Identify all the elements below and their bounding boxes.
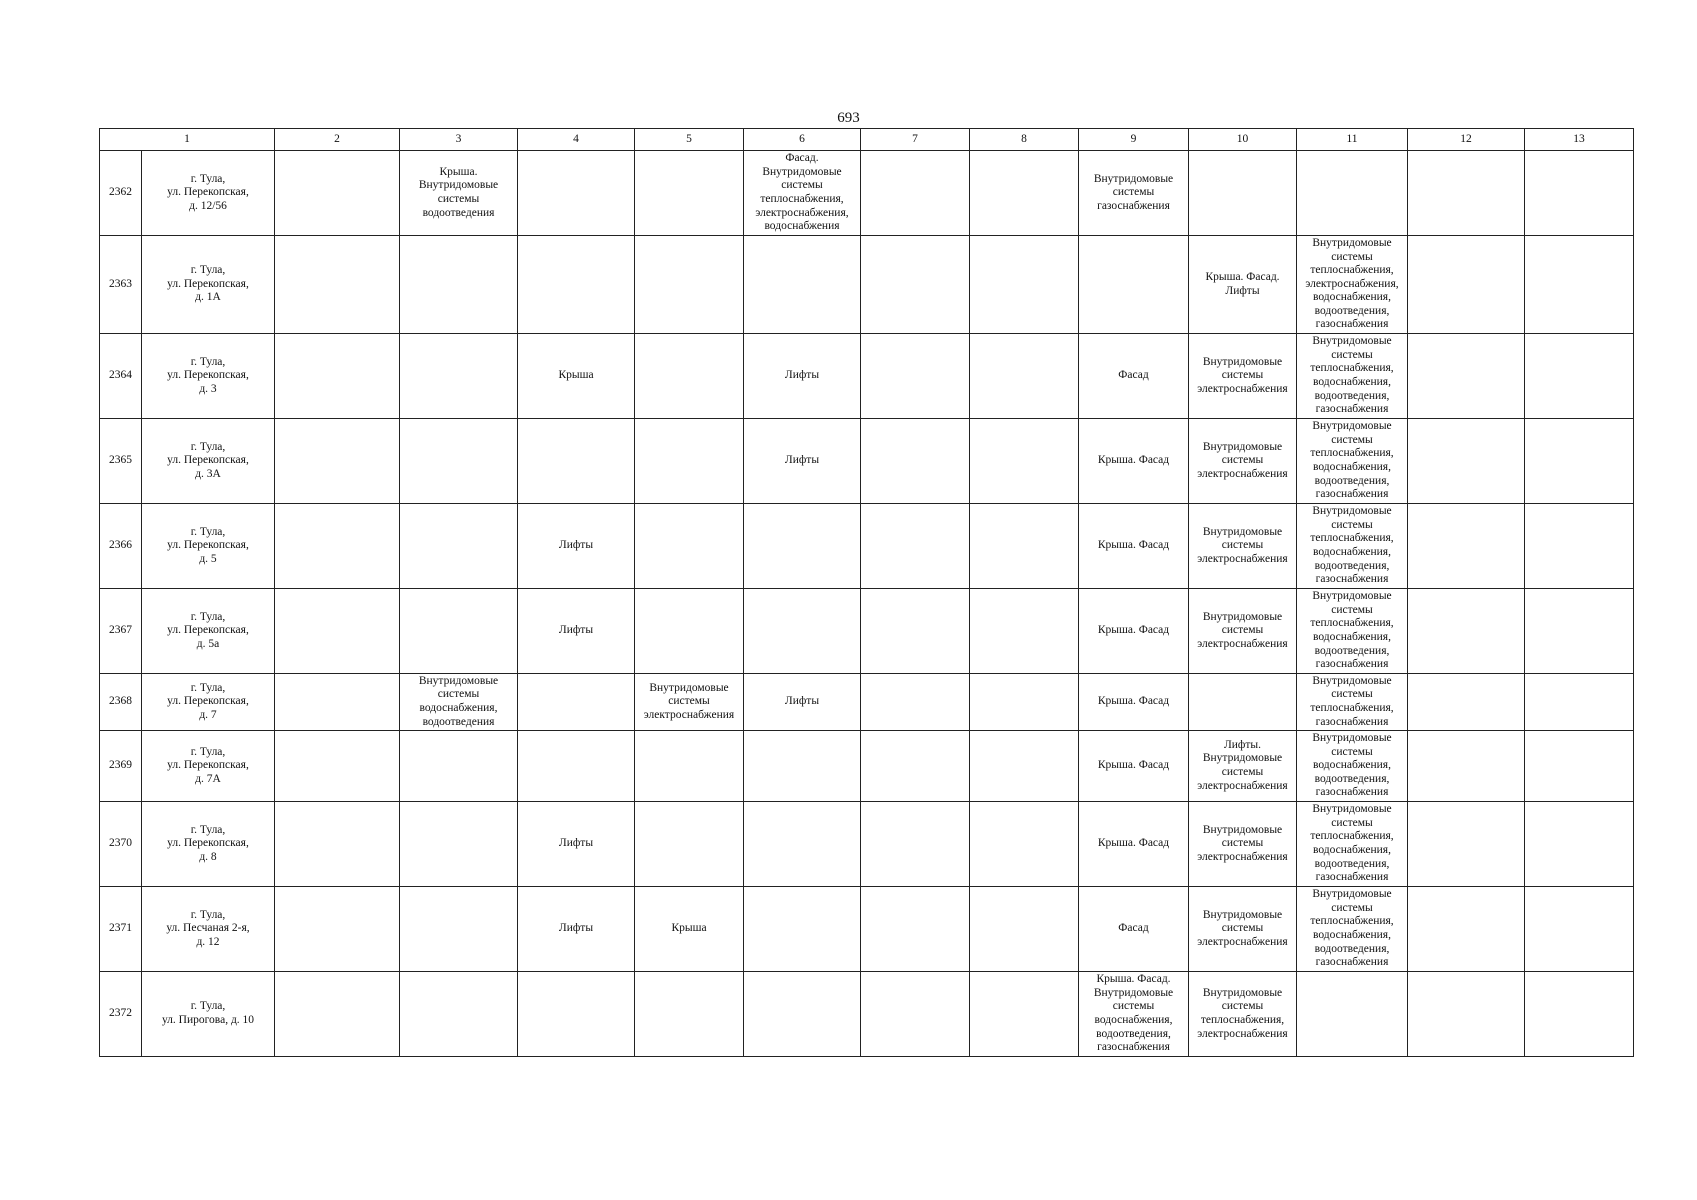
address-cell: г. Тула, ул. Перекопская, д. 3 bbox=[142, 334, 275, 419]
table-row bbox=[100, 887, 1634, 972]
work-cell-col-9: Крыша. Фасад bbox=[1079, 802, 1189, 887]
work-cell-col-6 bbox=[744, 972, 861, 1057]
column-number-header: 11 bbox=[1297, 129, 1408, 151]
work-cell-col-3 bbox=[400, 731, 518, 802]
work-cell-col-7 bbox=[861, 674, 970, 731]
work-cell-col-6 bbox=[744, 802, 861, 887]
work-cell-col-12 bbox=[1408, 504, 1525, 589]
work-cell-col-2 bbox=[275, 972, 400, 1057]
work-cell-col-2 bbox=[275, 887, 400, 972]
work-cell-col-9: Крыша. Фасад bbox=[1079, 674, 1189, 731]
column-number-header: 12 bbox=[1408, 129, 1525, 151]
row-number: 2362 bbox=[100, 151, 142, 236]
work-cell-col-13 bbox=[1525, 589, 1634, 674]
work-cell-col-9: Фасад bbox=[1079, 334, 1189, 419]
address-cell: г. Тула, ул. Перекопская, д. 7 bbox=[142, 674, 275, 731]
work-cell-col-7 bbox=[861, 504, 970, 589]
work-cell-col-6: Лифты bbox=[744, 419, 861, 504]
work-cell-col-8 bbox=[970, 887, 1079, 972]
column-number-header: 13 bbox=[1525, 129, 1634, 151]
work-cell-col-3: Внутридомовые системы водоснабжения, водоотведения bbox=[400, 674, 518, 731]
work-cell-col-6: Лифты bbox=[744, 674, 861, 731]
row-number: 2365 bbox=[100, 419, 142, 504]
work-cell-col-5 bbox=[635, 236, 744, 334]
row-number: 2372 bbox=[100, 972, 142, 1057]
work-cell-col-11: Внутридомовые системы теплоснабжения, водоснабжения, водоотведения, газоснабжения bbox=[1297, 334, 1408, 419]
work-cell-col-12 bbox=[1408, 802, 1525, 887]
work-cell-col-13 bbox=[1525, 972, 1634, 1057]
column-number-header: 8 bbox=[970, 129, 1079, 151]
work-cell-col-3 bbox=[400, 419, 518, 504]
work-cell-col-2 bbox=[275, 419, 400, 504]
column-number-header: 3 bbox=[400, 129, 518, 151]
work-cell-col-2 bbox=[275, 236, 400, 334]
address-cell: г. Тула, ул. Песчаная 2-я, д. 12 bbox=[142, 887, 275, 972]
work-cell-col-9: Крыша. Фасад. Внутридомовые системы водоснабжения, водоотведения, газоснабжения bbox=[1079, 972, 1189, 1057]
work-cell-col-9: Крыша. Фасад bbox=[1079, 419, 1189, 504]
work-cell-col-11: Внутридомовые системы водоснабжения, водоотведения, газоснабжения bbox=[1297, 731, 1408, 802]
work-cell-col-7 bbox=[861, 419, 970, 504]
work-cell-col-13 bbox=[1525, 419, 1634, 504]
work-cell-col-5 bbox=[635, 972, 744, 1057]
work-cell-col-8 bbox=[970, 589, 1079, 674]
work-cell-col-4 bbox=[518, 674, 635, 731]
work-cell-col-8 bbox=[970, 972, 1079, 1057]
address-cell: г. Тула, ул. Перекопская, д. 12/56 bbox=[142, 151, 275, 236]
work-cell-col-11: Внутридомовые системы теплоснабжения, водоснабжения, водоотведения, газоснабжения bbox=[1297, 419, 1408, 504]
repair-schedule-table bbox=[99, 128, 1634, 1057]
table-row bbox=[100, 504, 1634, 589]
work-cell-col-7 bbox=[861, 589, 970, 674]
work-cell-col-9: Крыша. Фасад bbox=[1079, 589, 1189, 674]
work-cell-col-3 bbox=[400, 887, 518, 972]
row-number: 2371 bbox=[100, 887, 142, 972]
work-cell-col-11 bbox=[1297, 972, 1408, 1057]
work-cell-col-4: Крыша bbox=[518, 334, 635, 419]
work-cell-col-11: Внутридомовые системы теплоснабжения, водоснабжения, водоотведения, газоснабжения bbox=[1297, 589, 1408, 674]
work-cell-col-3 bbox=[400, 972, 518, 1057]
work-cell-col-6 bbox=[744, 504, 861, 589]
work-cell-col-10: Внутридомовые системы электроснабжения bbox=[1189, 887, 1297, 972]
work-cell-col-10: Внутридомовые системы электроснабжения bbox=[1189, 589, 1297, 674]
work-cell-col-5 bbox=[635, 802, 744, 887]
address-cell: г. Тула, ул. Перекопская, д. 3А bbox=[142, 419, 275, 504]
work-cell-col-5: Внутридомовые системы электроснабжения bbox=[635, 674, 744, 731]
work-cell-col-2 bbox=[275, 504, 400, 589]
work-cell-col-10: Крыша. Фасад. Лифты bbox=[1189, 236, 1297, 334]
work-cell-col-12 bbox=[1408, 731, 1525, 802]
work-cell-col-13 bbox=[1525, 504, 1634, 589]
work-cell-col-8 bbox=[970, 151, 1079, 236]
work-cell-col-11: Внутридомовые системы теплоснабжения, водоснабжения, водоотведения, газоснабжения bbox=[1297, 887, 1408, 972]
work-cell-col-9: Фасад bbox=[1079, 887, 1189, 972]
table-row bbox=[100, 151, 1634, 236]
work-cell-col-3: Крыша. Внутридомовые системы водоотведения bbox=[400, 151, 518, 236]
table-row bbox=[100, 236, 1634, 334]
work-cell-col-3 bbox=[400, 236, 518, 334]
column-number-header: 9 bbox=[1079, 129, 1189, 151]
work-cell-col-5 bbox=[635, 334, 744, 419]
work-cell-col-6 bbox=[744, 236, 861, 334]
work-cell-col-10: Внутридомовые системы электроснабжения bbox=[1189, 419, 1297, 504]
work-cell-col-8 bbox=[970, 504, 1079, 589]
work-cell-col-10: Внутридомовые системы электроснабжения bbox=[1189, 334, 1297, 419]
work-cell-col-11: Внутридомовые системы теплоснабжения, газоснабжения bbox=[1297, 674, 1408, 731]
column-number-header: 7 bbox=[861, 129, 970, 151]
work-cell-col-12 bbox=[1408, 334, 1525, 419]
work-cell-col-11 bbox=[1297, 151, 1408, 236]
work-cell-col-9: Крыша. Фасад bbox=[1079, 504, 1189, 589]
page-number: 693 bbox=[837, 110, 860, 126]
work-cell-col-13 bbox=[1525, 887, 1634, 972]
address-cell: г. Тула, ул. Перекопская, д. 8 bbox=[142, 802, 275, 887]
work-cell-col-2 bbox=[275, 151, 400, 236]
work-cell-col-4 bbox=[518, 151, 635, 236]
work-cell-col-13 bbox=[1525, 151, 1634, 236]
work-cell-col-6 bbox=[744, 589, 861, 674]
work-cell-col-6 bbox=[744, 887, 861, 972]
work-cell-col-3 bbox=[400, 802, 518, 887]
work-cell-col-8 bbox=[970, 419, 1079, 504]
work-cell-col-12 bbox=[1408, 236, 1525, 334]
work-cell-col-8 bbox=[970, 674, 1079, 731]
work-cell-col-10 bbox=[1189, 151, 1297, 236]
address-cell: г. Тула, ул. Перекопская, д. 5а bbox=[142, 589, 275, 674]
work-cell-col-2 bbox=[275, 334, 400, 419]
work-cell-col-11: Внутридомовые системы теплоснабжения, водоснабжения, водоотведения, газоснабжения bbox=[1297, 504, 1408, 589]
work-cell-col-3 bbox=[400, 589, 518, 674]
work-cell-col-4 bbox=[518, 419, 635, 504]
work-cell-col-10: Внутридомовые системы теплоснабжения, электроснабжения bbox=[1189, 972, 1297, 1057]
work-cell-col-9 bbox=[1079, 236, 1189, 334]
work-cell-col-4: Лифты bbox=[518, 887, 635, 972]
work-cell-col-13 bbox=[1525, 802, 1634, 887]
work-cell-col-13 bbox=[1525, 674, 1634, 731]
work-cell-col-5 bbox=[635, 731, 744, 802]
table-row bbox=[100, 419, 1634, 504]
work-cell-col-7 bbox=[861, 334, 970, 419]
work-cell-col-3 bbox=[400, 334, 518, 419]
work-cell-col-7 bbox=[861, 731, 970, 802]
row-number: 2370 bbox=[100, 802, 142, 887]
work-cell-col-11: Внутридомовые системы теплоснабжения, водоснабжения, водоотведения, газоснабжения bbox=[1297, 802, 1408, 887]
row-number: 2368 bbox=[100, 674, 142, 731]
work-cell-col-5 bbox=[635, 419, 744, 504]
column-number-header-row bbox=[100, 129, 1634, 151]
work-cell-col-8 bbox=[970, 236, 1079, 334]
work-cell-col-4: Лифты bbox=[518, 802, 635, 887]
work-cell-col-13 bbox=[1525, 731, 1634, 802]
address-cell: г. Тула, ул. Пирогова, д. 10 bbox=[142, 972, 275, 1057]
work-cell-col-2 bbox=[275, 802, 400, 887]
work-cell-col-2 bbox=[275, 674, 400, 731]
work-cell-col-12 bbox=[1408, 674, 1525, 731]
column-number-header: 6 bbox=[744, 129, 861, 151]
work-cell-col-7 bbox=[861, 151, 970, 236]
work-cell-col-7 bbox=[861, 887, 970, 972]
work-cell-col-6: Лифты bbox=[744, 334, 861, 419]
row-number: 2369 bbox=[100, 731, 142, 802]
table-row bbox=[100, 589, 1634, 674]
work-cell-col-13 bbox=[1525, 236, 1634, 334]
work-cell-col-2 bbox=[275, 589, 400, 674]
work-cell-col-4 bbox=[518, 731, 635, 802]
work-cell-col-3 bbox=[400, 504, 518, 589]
work-cell-col-4 bbox=[518, 236, 635, 334]
row-number: 2363 bbox=[100, 236, 142, 334]
work-cell-col-4 bbox=[518, 972, 635, 1057]
work-cell-col-12 bbox=[1408, 972, 1525, 1057]
work-cell-col-5 bbox=[635, 504, 744, 589]
column-number-header: 4 bbox=[518, 129, 635, 151]
work-cell-col-7 bbox=[861, 972, 970, 1057]
work-cell-col-4: Лифты bbox=[518, 589, 635, 674]
work-cell-col-6 bbox=[744, 731, 861, 802]
work-cell-col-5: Крыша bbox=[635, 887, 744, 972]
work-cell-col-8 bbox=[970, 334, 1079, 419]
work-cell-col-12 bbox=[1408, 589, 1525, 674]
work-cell-col-12 bbox=[1408, 887, 1525, 972]
address-cell: г. Тула, ул. Перекопская, д. 7А bbox=[142, 731, 275, 802]
work-cell-col-10: Внутридомовые системы электроснабжения bbox=[1189, 504, 1297, 589]
work-cell-col-5 bbox=[635, 589, 744, 674]
work-cell-col-13 bbox=[1525, 334, 1634, 419]
column-number-header: 5 bbox=[635, 129, 744, 151]
work-cell-col-4: Лифты bbox=[518, 504, 635, 589]
column-number-header: 10 bbox=[1189, 129, 1297, 151]
work-cell-col-10 bbox=[1189, 674, 1297, 731]
work-cell-col-9: Внутридомовые системы газоснабжения bbox=[1079, 151, 1189, 236]
table-row bbox=[100, 731, 1634, 802]
work-cell-col-2 bbox=[275, 731, 400, 802]
row-number: 2364 bbox=[100, 334, 142, 419]
work-cell-col-9: Крыша. Фасад bbox=[1079, 731, 1189, 802]
work-cell-col-12 bbox=[1408, 419, 1525, 504]
address-cell: г. Тула, ул. Перекопская, д. 5 bbox=[142, 504, 275, 589]
work-cell-col-10: Лифты. Внутридомовые системы электроснабжения bbox=[1189, 731, 1297, 802]
column-number-header: 2 bbox=[275, 129, 400, 151]
work-cell-col-12 bbox=[1408, 151, 1525, 236]
work-cell-col-11: Внутридомовые системы теплоснабжения, электроснабжения, водоснабжения, водоотведения, газоснабжения bbox=[1297, 236, 1408, 334]
work-cell-col-8 bbox=[970, 802, 1079, 887]
work-cell-col-7 bbox=[861, 802, 970, 887]
work-cell-col-5 bbox=[635, 151, 744, 236]
column-number-header: 1 bbox=[100, 129, 275, 151]
table-row bbox=[100, 334, 1634, 419]
table-row bbox=[100, 802, 1634, 887]
work-cell-col-7 bbox=[861, 236, 970, 334]
work-cell-col-8 bbox=[970, 731, 1079, 802]
row-number: 2366 bbox=[100, 504, 142, 589]
row-number: 2367 bbox=[100, 589, 142, 674]
work-cell-col-6: Фасад. Внутридомовые системы теплоснабжения, электроснабжения, водоснабжения bbox=[744, 151, 861, 236]
table-row bbox=[100, 972, 1634, 1057]
work-cell-col-10: Внутридомовые системы электроснабжения bbox=[1189, 802, 1297, 887]
table-row bbox=[100, 674, 1634, 731]
address-cell: г. Тула, ул. Перекопская, д. 1А bbox=[142, 236, 275, 334]
